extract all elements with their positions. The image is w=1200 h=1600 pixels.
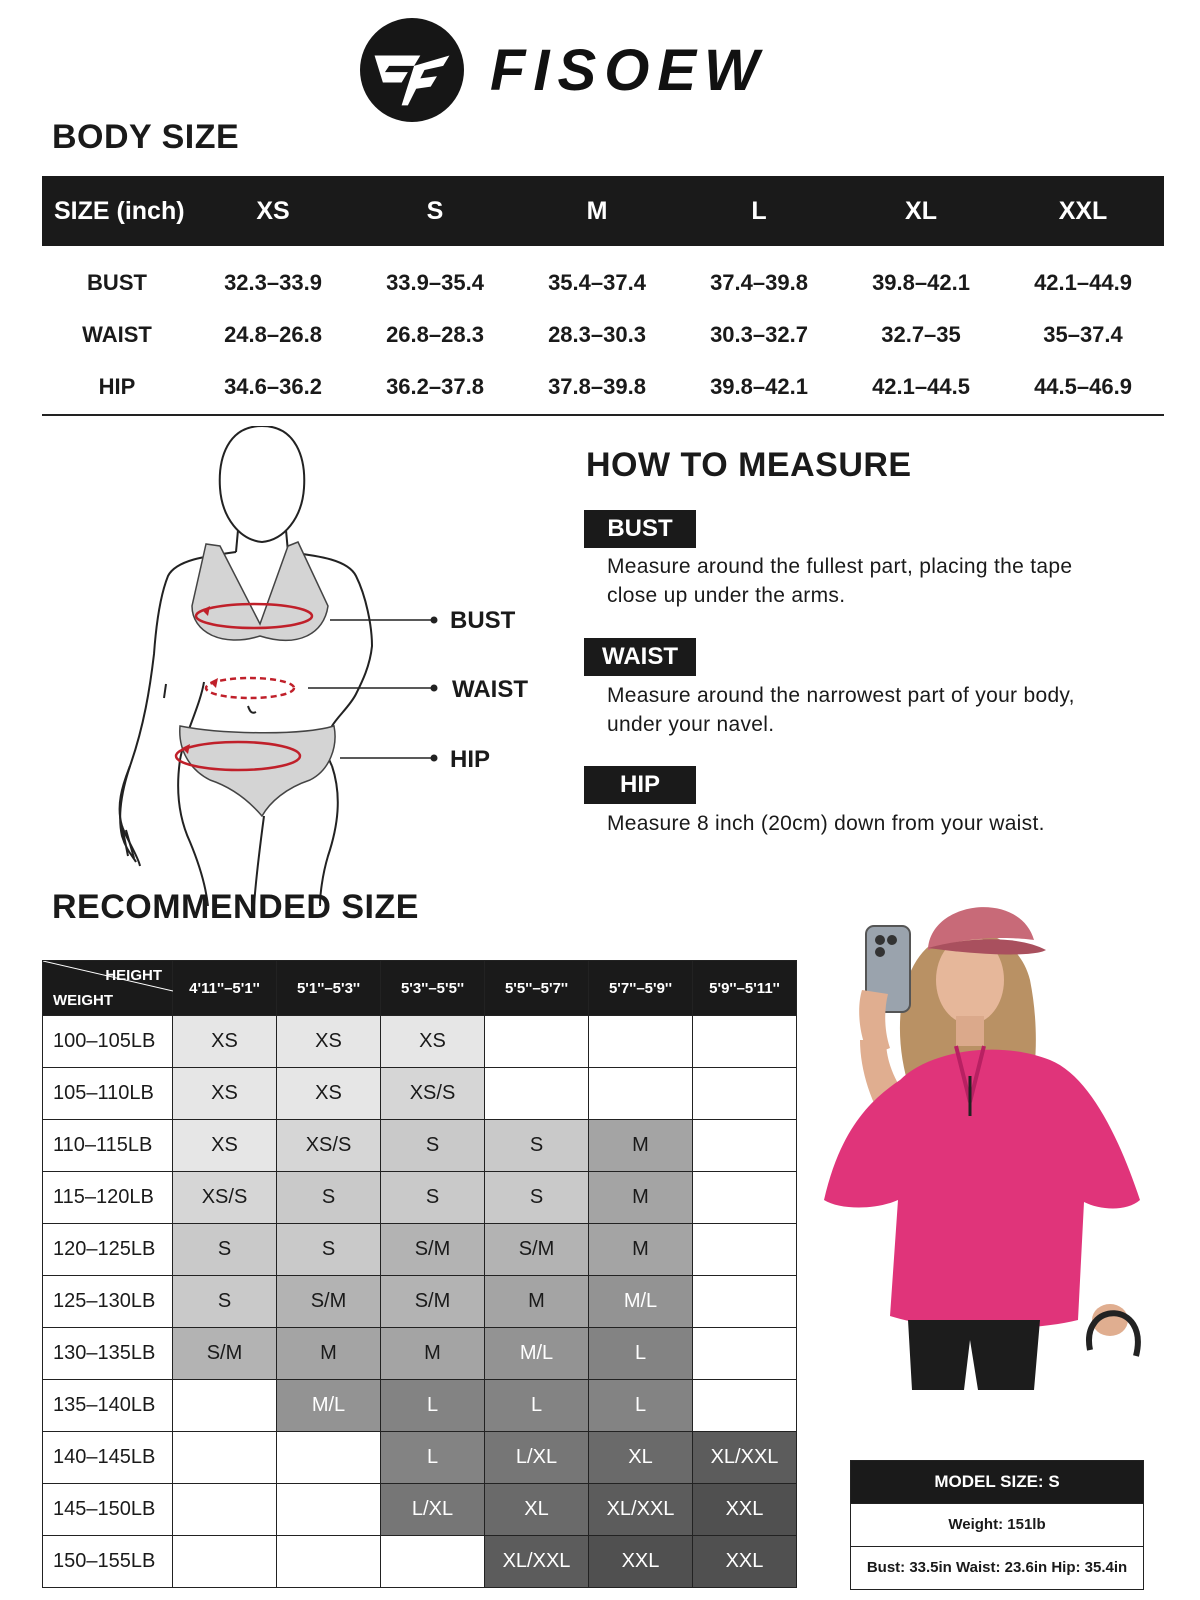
size-cell: S [485, 1172, 589, 1224]
size-cell: XL/XXL [589, 1484, 693, 1536]
row-label: BUST [87, 270, 147, 295]
height-header-row [43, 961, 797, 1016]
size-cell: M [277, 1328, 381, 1380]
cell: 42.1–44.5 [872, 374, 970, 399]
size-cell: L [589, 1380, 693, 1432]
model-photo [820, 880, 1175, 1430]
figure-label-hip: HIP [450, 746, 491, 773]
cell: 26.8–28.3 [386, 322, 484, 347]
figure-label-waist: WAIST [452, 676, 528, 703]
weight-row [43, 1328, 797, 1380]
weight-label: 145–150LB [43, 1484, 173, 1536]
weight-row [43, 1536, 797, 1588]
bust-desc-line-1: Measure around the fullest part, placing the tape [607, 555, 1073, 578]
height-header: 5'7''–5'9'' [589, 961, 693, 1016]
size-cell [693, 1172, 797, 1224]
size-cell: S/M [381, 1276, 485, 1328]
size-cell [173, 1432, 277, 1484]
size-cell: S/M [485, 1224, 589, 1276]
size-cell: XXL [693, 1536, 797, 1588]
size-cell: M [589, 1172, 693, 1224]
size-cell [485, 1016, 589, 1068]
bust-desc-line-2: close up under the arms. [607, 584, 846, 607]
cell: 44.5–46.9 [1034, 374, 1132, 399]
size-cell: L/XL [381, 1484, 485, 1536]
cell: 30.3–32.7 [710, 322, 808, 347]
height-weight-corner [43, 961, 173, 1016]
size-cell: S/M [381, 1224, 485, 1276]
waist-desc-line-2: under your navel. [607, 713, 775, 736]
cell: 37.4–39.8 [710, 270, 808, 295]
size-header-l: L [678, 176, 840, 246]
weight-row [43, 1172, 797, 1224]
weight-row [43, 1484, 797, 1536]
size-cell: S/M [277, 1276, 381, 1328]
height-header: 5'3''–5'5'' [381, 961, 485, 1016]
size-cell: M [589, 1224, 693, 1276]
cell: 24.8–26.8 [224, 322, 322, 347]
weight-row [43, 1432, 797, 1484]
size-header-xxl: XXL [1002, 176, 1164, 246]
recommended-size-table [42, 960, 797, 1588]
size-cell: L [485, 1380, 589, 1432]
size-cell [693, 1016, 797, 1068]
size-cell [693, 1068, 797, 1120]
size-cell: S [381, 1120, 485, 1172]
size-cell: XXL [693, 1484, 797, 1536]
cell: 37.8–39.8 [548, 374, 646, 399]
cell: 42.1–44.9 [1034, 270, 1132, 295]
size-cell: XL/XXL [693, 1432, 797, 1484]
waist-tag: WAIST [584, 638, 696, 676]
row-label: WAIST [82, 322, 152, 347]
size-cell: S [485, 1120, 589, 1172]
weight-row [43, 1016, 797, 1068]
size-cell [589, 1068, 693, 1120]
size-header-xl: XL [840, 176, 1002, 246]
brand-logo-icon [360, 18, 464, 122]
size-cell: S/M [173, 1328, 277, 1380]
cell: 33.9–35.4 [386, 270, 484, 295]
size-cell: L [381, 1432, 485, 1484]
model-measurements: Bust: 33.5in Waist: 23.6in Hip: 35.4in [851, 1546, 1143, 1589]
size-cell: L [589, 1328, 693, 1380]
cell: 28.3–30.3 [548, 322, 646, 347]
bust-tag: BUST [584, 510, 696, 548]
body-size-header-row [42, 176, 1164, 246]
size-cell: S [277, 1224, 381, 1276]
size-cell: XXL [589, 1536, 693, 1588]
weight-label: 100–105LB [43, 1016, 173, 1068]
weight-row [43, 1224, 797, 1276]
recommended-size-title: RECOMMENDED SIZE [52, 888, 419, 926]
size-cell: XL/XXL [485, 1536, 589, 1588]
size-cell: M/L [277, 1380, 381, 1432]
size-cell: S [381, 1172, 485, 1224]
size-cell [277, 1432, 381, 1484]
cell: 34.6–36.2 [224, 374, 322, 399]
weight-label: 135–140LB [43, 1380, 173, 1432]
size-cell: XL [485, 1484, 589, 1536]
weight-label: 110–115LB [43, 1120, 173, 1172]
size-cell: M/L [485, 1328, 589, 1380]
height-header: 5'5''–5'7'' [485, 961, 589, 1016]
size-cell: XS [173, 1120, 277, 1172]
size-cell [173, 1484, 277, 1536]
waist-desc-line-1: Measure around the narrowest part of your body, [607, 684, 1075, 707]
size-unit-header: SIZE (inch) [42, 176, 192, 246]
weight-label: 125–130LB [43, 1276, 173, 1328]
size-header-m: M [516, 176, 678, 246]
weight-label: 115–120LB [43, 1172, 173, 1224]
hip-description [607, 809, 1167, 838]
size-cell [693, 1120, 797, 1172]
hip-desc-line-1: Measure 8 inch (20cm) down from your waist. [607, 812, 1045, 835]
body-measurement-figure [110, 426, 570, 906]
waist-row [42, 309, 1164, 361]
weight-row [43, 1380, 797, 1432]
weight-row [43, 1276, 797, 1328]
cell: 32.3–33.9 [224, 270, 322, 295]
size-cell [277, 1484, 381, 1536]
size-cell [173, 1380, 277, 1432]
bust-description [607, 552, 1167, 610]
weight-label: 150–155LB [43, 1536, 173, 1588]
cell: 32.7–35 [881, 322, 961, 347]
size-cell [693, 1224, 797, 1276]
size-cell: XS/S [173, 1172, 277, 1224]
size-cell: S [173, 1224, 277, 1276]
size-cell [173, 1536, 277, 1588]
size-cell: XS [173, 1068, 277, 1120]
size-cell [589, 1016, 693, 1068]
body-size-title: BODY SIZE [52, 118, 240, 156]
size-cell [693, 1380, 797, 1432]
cell: 39.8–42.1 [872, 270, 970, 295]
model-weight: Weight: 151lb [851, 1503, 1143, 1546]
how-to-measure-title: HOW TO MEASURE [586, 446, 912, 484]
weight-axis-label: WEIGHT [53, 992, 113, 1009]
size-header-s: S [354, 176, 516, 246]
size-cell: XL [589, 1432, 693, 1484]
size-cell: M [485, 1276, 589, 1328]
cell: 39.8–42.1 [710, 374, 808, 399]
size-cell: XS/S [381, 1068, 485, 1120]
size-cell: L/XL [485, 1432, 589, 1484]
size-cell [693, 1276, 797, 1328]
hip-row [42, 361, 1164, 413]
height-header: 5'9''–5'11'' [693, 961, 797, 1016]
size-cell: S [277, 1172, 381, 1224]
row-label: HIP [98, 374, 136, 399]
height-axis-label: HEIGHT [105, 967, 162, 984]
height-header: 4'11''–5'1'' [173, 961, 277, 1016]
waist-description [607, 681, 1167, 739]
size-cell: S [173, 1276, 277, 1328]
size-cell: M/L [589, 1276, 693, 1328]
body-size-table [42, 176, 1164, 413]
cell: 36.2–37.8 [386, 374, 484, 399]
size-cell [277, 1536, 381, 1588]
size-cell: XS [381, 1016, 485, 1068]
size-cell: XS [277, 1068, 381, 1120]
brand-name: FISOEW [490, 38, 767, 103]
weight-row [43, 1068, 797, 1120]
hip-tag: HIP [584, 766, 696, 804]
weight-label: 120–125LB [43, 1224, 173, 1276]
section-divider [42, 414, 1164, 416]
size-cell [693, 1328, 797, 1380]
height-header: 5'1''–5'3'' [277, 961, 381, 1016]
size-cell [381, 1536, 485, 1588]
recommended-size-body [43, 1016, 797, 1588]
weight-label: 140–145LB [43, 1432, 173, 1484]
size-cell: XS [277, 1016, 381, 1068]
model-size-title: MODEL SIZE: S [851, 1461, 1143, 1503]
weight-label: 105–110LB [43, 1068, 173, 1120]
size-cell: M [381, 1328, 485, 1380]
cell: 35–37.4 [1043, 322, 1123, 347]
weight-row [43, 1120, 797, 1172]
model-size-card [850, 1460, 1144, 1590]
cell: 35.4–37.4 [548, 270, 646, 295]
bust-row [42, 246, 1164, 309]
figure-label-bust: BUST [450, 607, 516, 634]
size-cell: M [589, 1120, 693, 1172]
size-cell: L [381, 1380, 485, 1432]
size-cell: XS [173, 1016, 277, 1068]
weight-label: 130–135LB [43, 1328, 173, 1380]
size-header-xs: XS [192, 176, 354, 246]
size-cell [485, 1068, 589, 1120]
size-cell: XS/S [277, 1120, 381, 1172]
